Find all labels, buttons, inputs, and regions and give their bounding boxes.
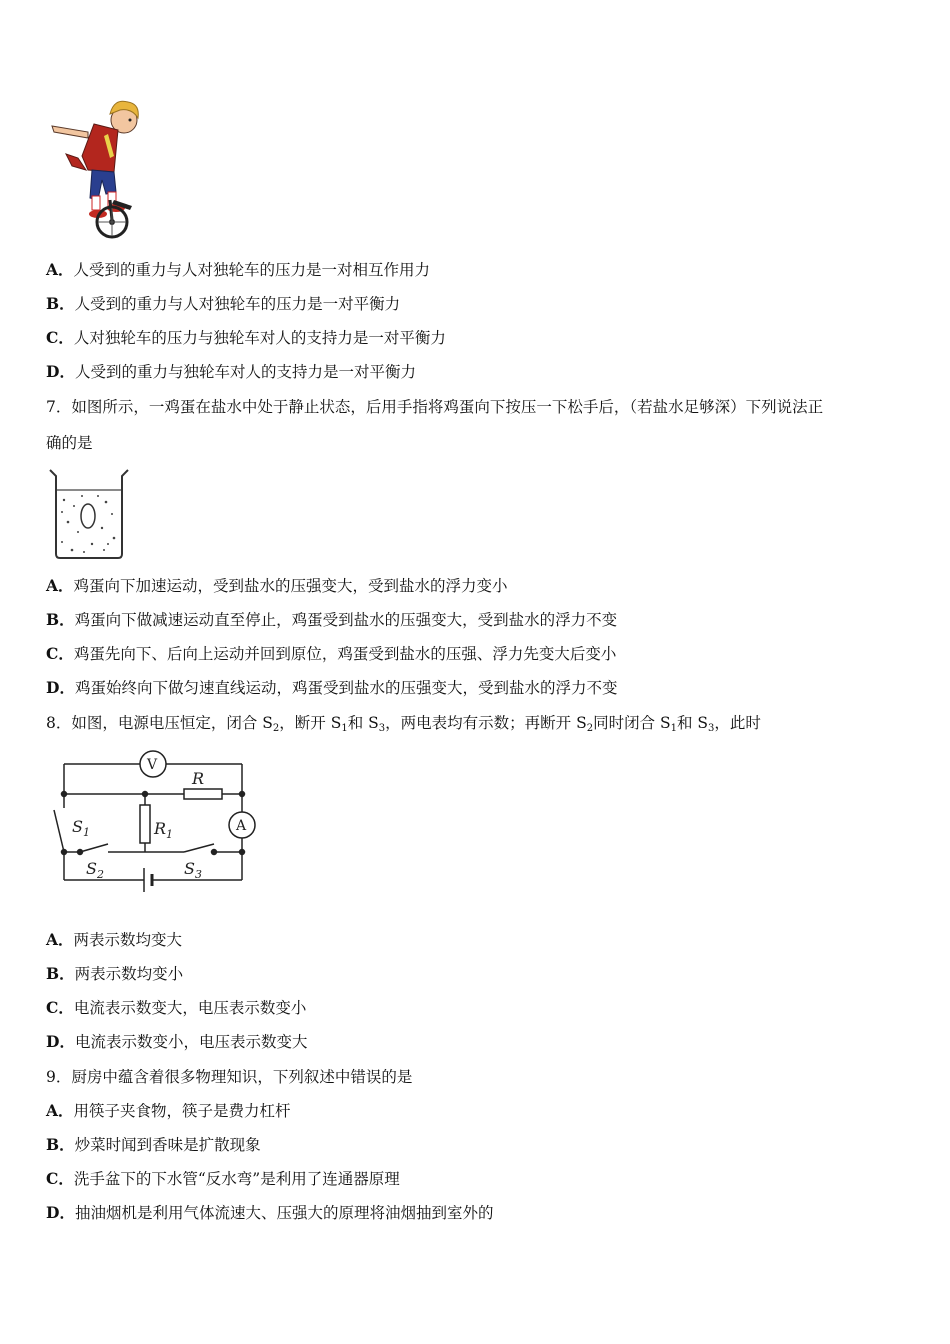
- resistor-r: [184, 789, 222, 799]
- switch-s1-label: $S_1$: [72, 817, 90, 839]
- switch-s3-label: $S_3$: [184, 859, 202, 881]
- switch-s2-label: $S_2$: [86, 859, 104, 881]
- q6-option-c: C．人对独轮车的压力与独轮车对人的支持力是一对平衡力: [46, 328, 446, 347]
- q7-option-b: B．鸡蛋向下做减速运动直至停止，鸡蛋受到盐水的压强变大，受到盐水的浮力不变: [46, 610, 618, 629]
- q8-option-d: D．电流表示数变小，电压表示数变大: [46, 1032, 308, 1051]
- q8-option-c: C．电流表示数变大，电压表示数变小: [46, 998, 307, 1017]
- q9-option-b: B．炒菜时闻到香味是扩散现象: [46, 1135, 261, 1154]
- beaker-egg-figure: [48, 466, 130, 560]
- ammeter-label: A: [236, 818, 247, 834]
- q9-option-a: A．用筷子夹食物，筷子是费力杠杆: [46, 1101, 291, 1120]
- q7-stem-line1: 7．如图所示，一鸡蛋在盐水中处于静止状态，后用手指将鸡蛋向下按压一下松手后，（若盐水足够深）下列说法正: [46, 398, 824, 416]
- resistor-r-label: R: [192, 769, 205, 788]
- q9-option-c: C．洗手盆下的下水管“反水弯”是利用了连通器原理: [46, 1169, 400, 1188]
- q6-option-b: B．人受到的重力与人对独轮车的压力是一对平衡力: [46, 294, 401, 313]
- q9-option-d: D．抽油烟机是利用气体流速大、压强大的原理将油烟抽到室外的: [46, 1203, 494, 1222]
- q9-stem: 9．厨房中蕴含着很多物理知识，下列叙述中错误的是: [46, 1068, 413, 1086]
- resistor-r1-label: $R_1$: [154, 819, 174, 841]
- q7-stem-line2: 确的是: [46, 434, 93, 452]
- q6-option-a: A．人受到的重力与人对独轮车的压力是一对相互作用力: [46, 260, 431, 279]
- q8-option-a: A．两表示数均变大: [46, 930, 183, 949]
- q8-option-b: B．两表示数均变小: [46, 964, 184, 983]
- q8-stem: 8．如图，电源电压恒定，闭合 $S_2$，断开 $S_1$和 $S_3$，两电表均有示数；再断开 $S_2$同时闭合 $S_1$和 $S_3$，此时: [46, 714, 761, 734]
- q6-option-d: D．人受到的重力与独轮车对人的支持力是一对平衡力: [46, 362, 416, 381]
- resistor-r1: [140, 805, 150, 843]
- circuit-diagram: [44, 748, 274, 894]
- voltmeter-label: V: [147, 757, 158, 773]
- q7-option-d: D．鸡蛋始终向下做匀速直线运动，鸡蛋受到盐水的压强变大，受到盐水的浮力不变: [46, 678, 618, 697]
- unicycle-rider-figure: [48, 96, 148, 241]
- q7-option-c: C．鸡蛋先向下、后向上运动并回到原位，鸡蛋受到盐水的压强、浮力先变大后变小: [46, 644, 617, 663]
- q7-option-a: A．鸡蛋向下加速运动，受到盐水的压强变大，受到盐水的浮力变小: [46, 576, 508, 595]
